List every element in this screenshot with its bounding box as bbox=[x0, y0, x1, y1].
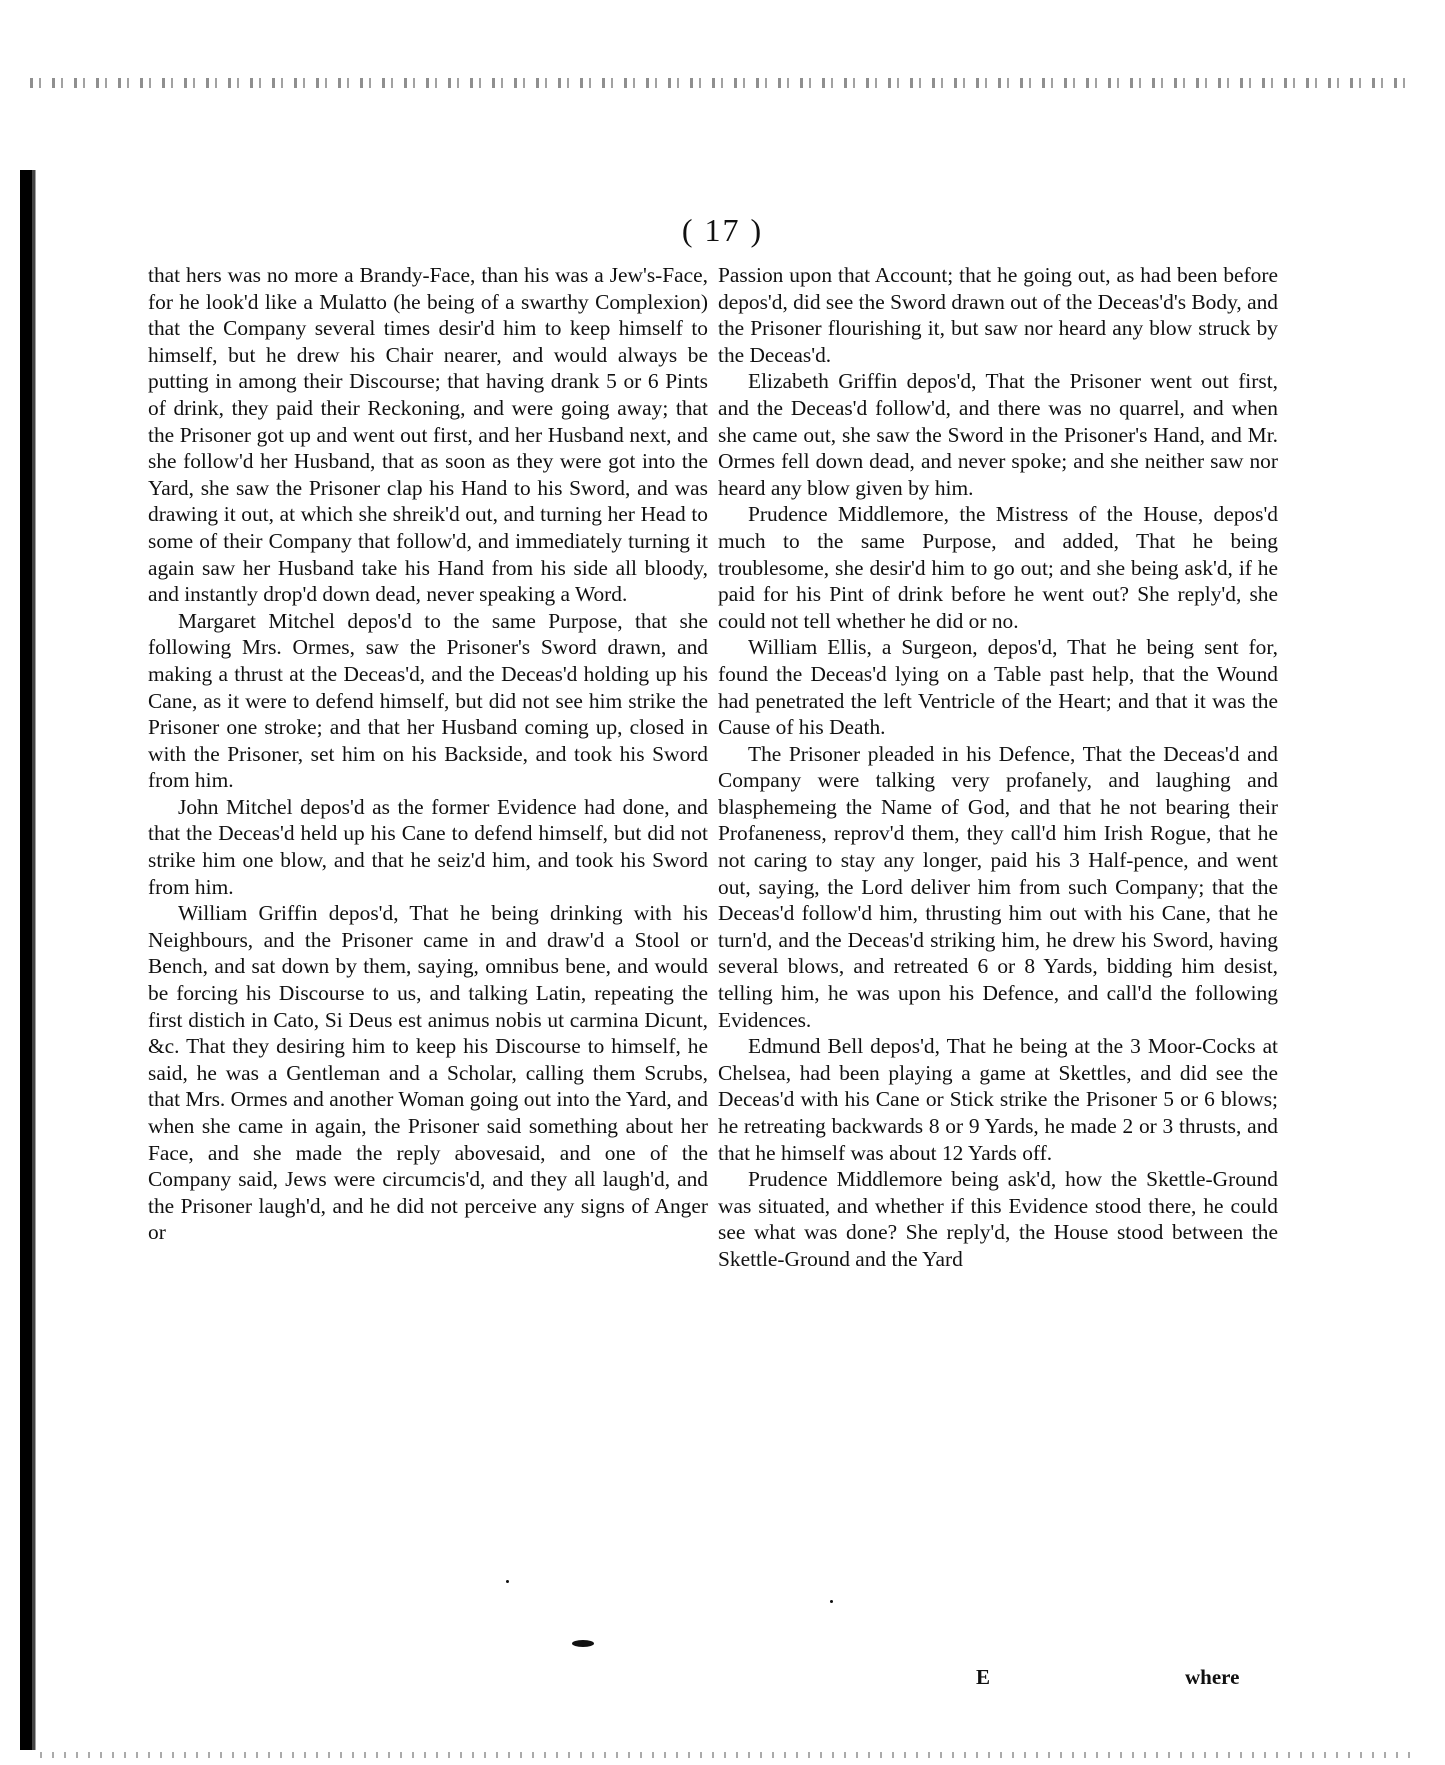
left-column bbox=[148, 262, 708, 1246]
ink-speck bbox=[830, 1600, 833, 1603]
paragraph: William Griffin depos'd, That he being drinking with his Neighbours, and the Prisoner came in and draw'd a Stool or Bench, and sat down by them, saying, omnibus bene, and would be forcing his Discourse to us, and talking Latin, repeating the first distich in Cato, Si Deus est animus nobis ut carmina Dicunt, &c. That they desiring him to keep his Discourse to himself, he said, he was a Gentleman and a Scholar, calling them Scrubs, that Mrs. Ormes and another Woman going out into the Yard, and when she came in again, the Prisoner said something about her Face, and she made the reply abovesaid, and one of the Company said, Jews were circumcis'd, and they all laugh'd, and the Prisoner laugh'd, and he did not perceive any signs of Anger or bbox=[148, 901, 708, 1245]
paragraph: Edmund Bell depos'd, That he being at the 3 Moor-Cocks at Chelsea, had been playing a game at Skettles, and did see the Deceas'd with his Cane or Stick strike the Prisoner 5 or 6 blows; he retreating backwards 8 or 9 Yards, he made 2 or 3 thrusts, and that he himself was about 12 Yards off. bbox=[718, 1034, 1278, 1165]
paragraph: Prudence Middlemore being ask'd, how the Skettle-Ground was situated, and whether if this Evidence stood there, he could see what was done? She reply'd, the House stood between the Skettle-Ground and the Yard bbox=[718, 1167, 1278, 1271]
catchword: where bbox=[1185, 1665, 1240, 1689]
paragraph: Passion upon that Account; that he going out, as had been before depos'd, did see the Sword drawn out of the Deceas'd's Body, and the Prisoner flourishing it, but saw nor heard any blow struck by the Deceas'd. bbox=[718, 263, 1278, 367]
paragraph: John Mitchel depos'd as the former Evidence had done, and that the Deceas'd held up his Cane to defend himself, but did not strike him one blow, and that he seiz'd him, and took his Sword from him. bbox=[148, 794, 708, 899]
signature-mark: E bbox=[976, 1665, 991, 1689]
paragraph: The Prisoner pleaded in his Defence, That the Deceas'd and Company were talking very profanely, and laughing and blasphemeing the Name of God, and that he not bearing their Profaneness, reprov'd them, they call'd him Irish Rogue, that he not caring to stay any longer, paid his 3 Half-pence, and went out, saying, the Lord deliver him from such Company; that the Deceas'd follow'd him, thrusting him out with his Cane, that he turn'd, and the Deceas'd striking him, he drew his Sword, having several blows, and retreated 6 or 8 Yards, bidding him desist, telling him, he was upon his Defence, and call'd the following Evidences. bbox=[718, 741, 1278, 1032]
paragraph: that hers was no more a Brandy-Face, than his was a Jew's-Face, for he look'd like a Mulatto (he being of a swarthy Complexion) that the Company several times desir'd him to keep himself to himself, but he drew his Chair nearer, and would always be putting in among their Discourse; that having drank 5 or 6 Pints of drink, they paid their Reckoning, and were going away; that the Prisoner got up and went out first, and her Husband next, and she follow'd her Husband, that as soon as they were got into the Yard, she saw the Prisoner clap his Hand to his Sword, and was drawing it out, at which she shreik'd out, and turning her Head to some of their Company that follow'd, and immediately turning it again saw her Husband take his Hand from his side all bloody, and instantly drop'd down dead, never speaking a Word. bbox=[148, 263, 708, 607]
scan-noise-top bbox=[30, 78, 1410, 88]
ink-speck bbox=[572, 1640, 594, 1647]
paragraph: William Ellis, a Surgeon, depos'd, That he being sent for, found the Deceas'd lying on a Table past help, that the Wound had penetrated the left Ventricle of the Heart; and that it was the Cause of his Death. bbox=[718, 635, 1278, 740]
paragraph: Margaret Mitchel depos'd to the same Purpose, that she following Mrs. Ormes, saw the Prisoner's Sword drawn, and making a thrust at the Deceas'd, and the Deceas'd holding up his Cane, as it were to defend himself, but did not see him strike the Prisoner one stroke; and that her Husband coming up, closed in with the Prisoner, set him on his Backside, and took his Sword from him. bbox=[148, 608, 708, 793]
paragraph: Elizabeth Griffin depos'd, That the Prisoner went out first, and the Deceas'd follow'd, and there was no quarrel, and when she came out, she saw the Sword in the Prisoner's Hand, and Mr. Ormes fell down dead, and never spoke; and she neither saw nor heard any blow given by him. bbox=[718, 369, 1278, 500]
page-number: ( 17 ) bbox=[681, 212, 764, 248]
scan-noise-bottom bbox=[40, 1752, 1420, 1758]
ink-speck bbox=[506, 1580, 509, 1583]
right-column bbox=[718, 262, 1278, 1273]
paragraph: Prudence Middlemore, the Mistress of the House, depos'd much to the same Purpose, and added, That he being troublesome, she desir'd him to go out; and she being ask'd, if he paid for his Pint of drink before he went out? She reply'd, she could not tell whether he did or no. bbox=[718, 502, 1278, 633]
scan-binding-edge bbox=[20, 170, 42, 1750]
